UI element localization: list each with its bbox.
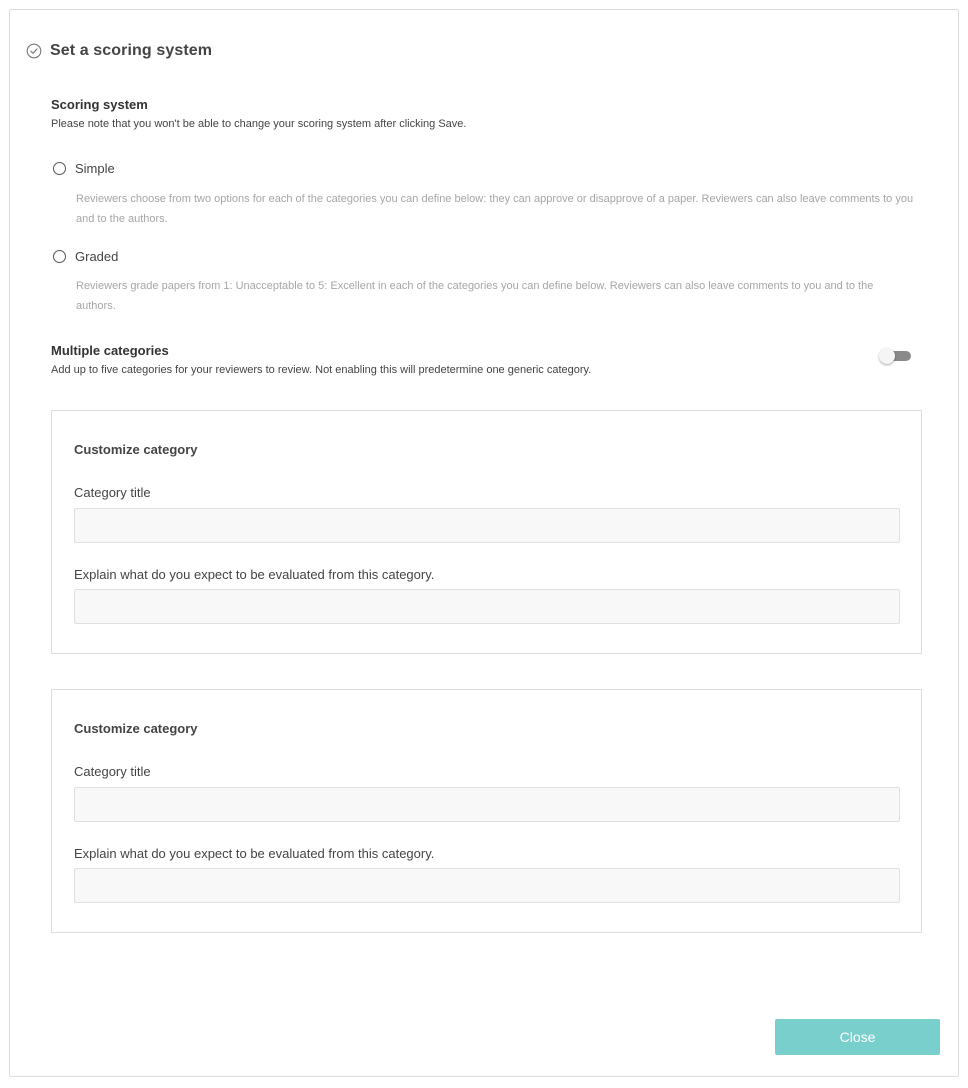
- category-title-input[interactable]: [74, 787, 900, 822]
- radio-graded-description: Reviewers grade papers from 1: Unacceptable to 5: Excellent in each of the categories you can define below. Reviewers can also leave comments to you and to the authors.: [76, 280, 874, 312]
- panel-header: [26, 42, 212, 60]
- close-button[interactable]: Close: [775, 1019, 940, 1055]
- multiple-categories-section: [51, 343, 591, 376]
- multiple-categories-title: Multiple categories: [51, 343, 169, 358]
- radio-graded[interactable]: [53, 249, 118, 264]
- radio-simple-circle[interactable]: [53, 162, 66, 175]
- check-circle-icon: [26, 43, 42, 59]
- category-explain-input[interactable]: [74, 868, 900, 903]
- category-title-input[interactable]: [74, 508, 900, 543]
- radio-simple-label[interactable]: Simple: [75, 161, 115, 176]
- category-card-1: [51, 410, 922, 654]
- radio-simple-description: Reviewers choose from two options for each of the categories you can define below: they can approve or disapprove of a paper. Reviewers can also leave comments to you and to the authors.: [76, 193, 914, 225]
- category-title-label: Category title: [74, 485, 151, 500]
- category-card-title: Customize category: [74, 721, 198, 736]
- category-card-2: [51, 689, 922, 933]
- category-card-title: Customize category: [74, 442, 198, 457]
- category-explain-label: Explain what do you expect to be evaluated from this category.: [74, 567, 435, 582]
- multiple-categories-toggle[interactable]: [879, 349, 913, 363]
- multiple-categories-note: Add up to five categories for your reviewers to review. Not enabling this will predetermine one generic category.: [51, 364, 592, 376]
- toggle-knob: [879, 348, 895, 364]
- scoring-panel: [9, 9, 959, 1077]
- scoring-system-note: Please note that you won't be able to change your scoring system after clicking Save.: [51, 118, 467, 130]
- category-explain-input[interactable]: [74, 589, 900, 624]
- page-title: Set a scoring system: [50, 42, 213, 59]
- scoring-system-section: [51, 97, 466, 130]
- radio-simple[interactable]: [53, 161, 115, 176]
- category-title-label: Category title: [74, 764, 151, 779]
- category-explain-label: Explain what do you expect to be evaluated from this category.: [74, 846, 435, 861]
- radio-graded-label[interactable]: Graded: [75, 249, 119, 264]
- scoring-system-title: Scoring system: [51, 97, 148, 112]
- radio-graded-circle[interactable]: [53, 250, 66, 263]
